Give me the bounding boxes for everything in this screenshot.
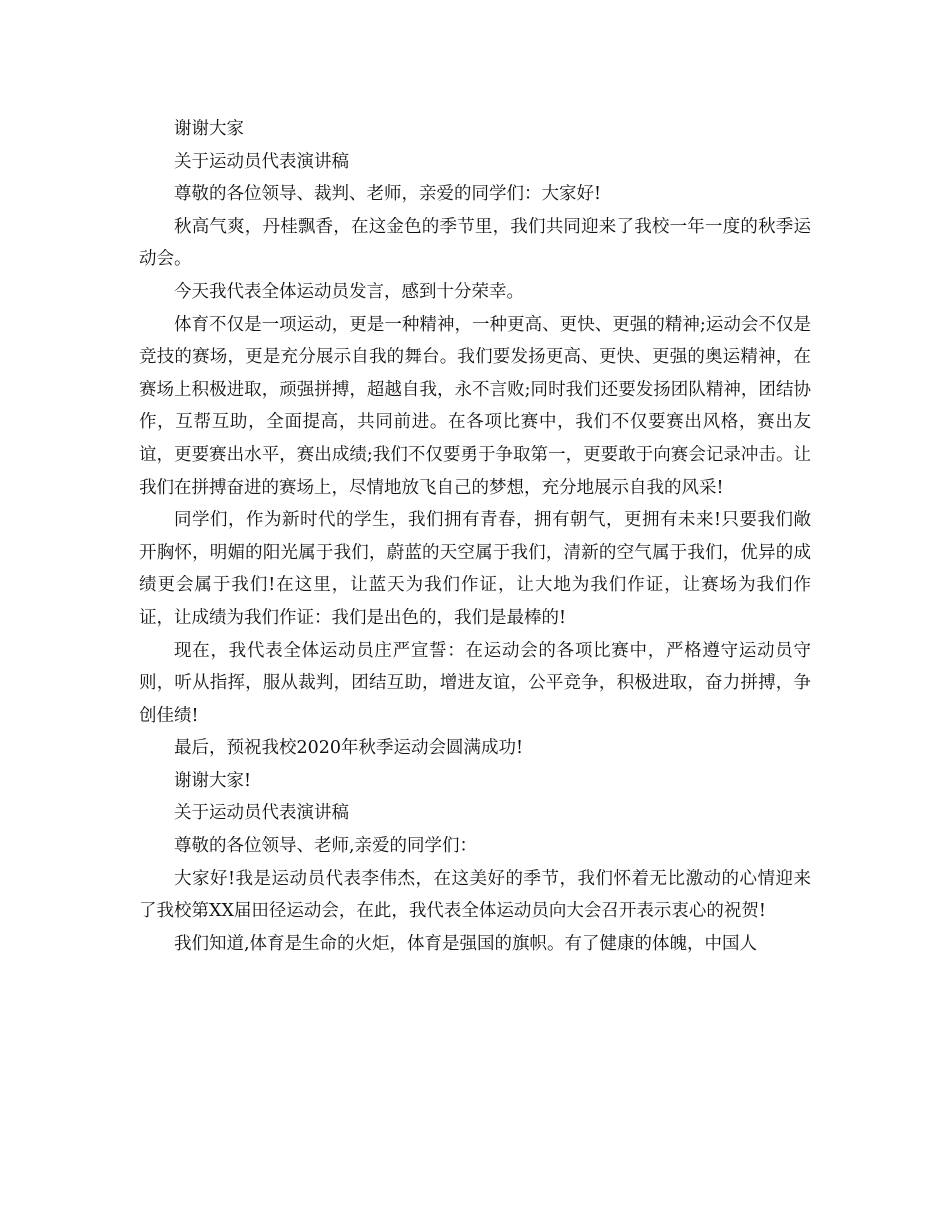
paragraph: 今天我代表全体运动员发言，感到十分荣幸。	[174, 281, 524, 302]
paragraph: 我们知道,体育是生命的火炬，体育是强国的旗帜。有了健康的体魄，中国人	[174, 933, 758, 954]
paragraph: 最后，预祝我校2020年秋季运动会圆满成功!	[174, 738, 524, 759]
paragraph: 体育不仅是一项运动，更是一种精神，一种更高、更快、更强的精神;运动会不仅是竞技的赛场，更是充分展示自我的舞台。我们要发扬更高、更快、更强的奥运精神，在赛场上积极进取，顽强拼搏，超越自我，永不言败;同时我们还要发扬团队精神，团结协作，互帮互助，全面提高，共同前进。在各项比赛中，我们不仅要赛出风格，赛出友谊，更要赛出水平，赛出成绩;我们不仅要勇于争取第一，更要敢于向赛会记录冲击。让我们在拼搏奋进的赛场上，尽情地放飞自己的梦想，充分地展示自我的风采!	[139, 314, 811, 498]
paragraph: 大家好!我是运动员代表李伟杰，在这美好的季节，我们怀着无比激动的心情迎来了我校第XX届田径运动会，在此，我代表全体运动员向大会召开表示衷心的祝贺!	[139, 868, 811, 922]
paragraph: 谢谢大家	[174, 119, 244, 139]
paragraph: 尊敬的各位领导、老师,亲爱的同学们：	[174, 836, 478, 857]
paragraph: 尊敬的各位领导、裁判、老师，亲爱的同学们：大家好!	[174, 184, 602, 205]
document-body	[139, 113, 811, 960]
paragraph: 现在，我代表全体运动员庄严宣誓：在运动会的各项比赛中，严格遵守运动员守则，听从指挥，服从裁判，团结互助，增进友谊，公平竞争，积极进取，奋力拼搏，争创佳绩!	[139, 640, 811, 726]
paragraph: 关于运动员代表演讲稿	[174, 803, 349, 824]
paragraph: 谢谢大家!	[174, 770, 252, 791]
paragraph: 同学们，作为新时代的学生，我们拥有青春，拥有朝气，更拥有未来!只要我们敞开胸怀，明媚的阳光属于我们，蔚蓝的天空属于我们，清新的空气属于我们，优异的成绩更会属于我们!在这里，让蓝天为我们作证，让大地为我们作证，让赛场为我们作证，让成绩为我们作证：我们是出色的，我们是最棒的!	[139, 510, 811, 628]
paragraph: 秋高气爽，丹桂飘香，在这金色的季节里，我们共同迎来了我校一年一度的秋季运动会。	[139, 216, 811, 270]
paragraph: 关于运动员代表演讲稿	[174, 151, 349, 172]
